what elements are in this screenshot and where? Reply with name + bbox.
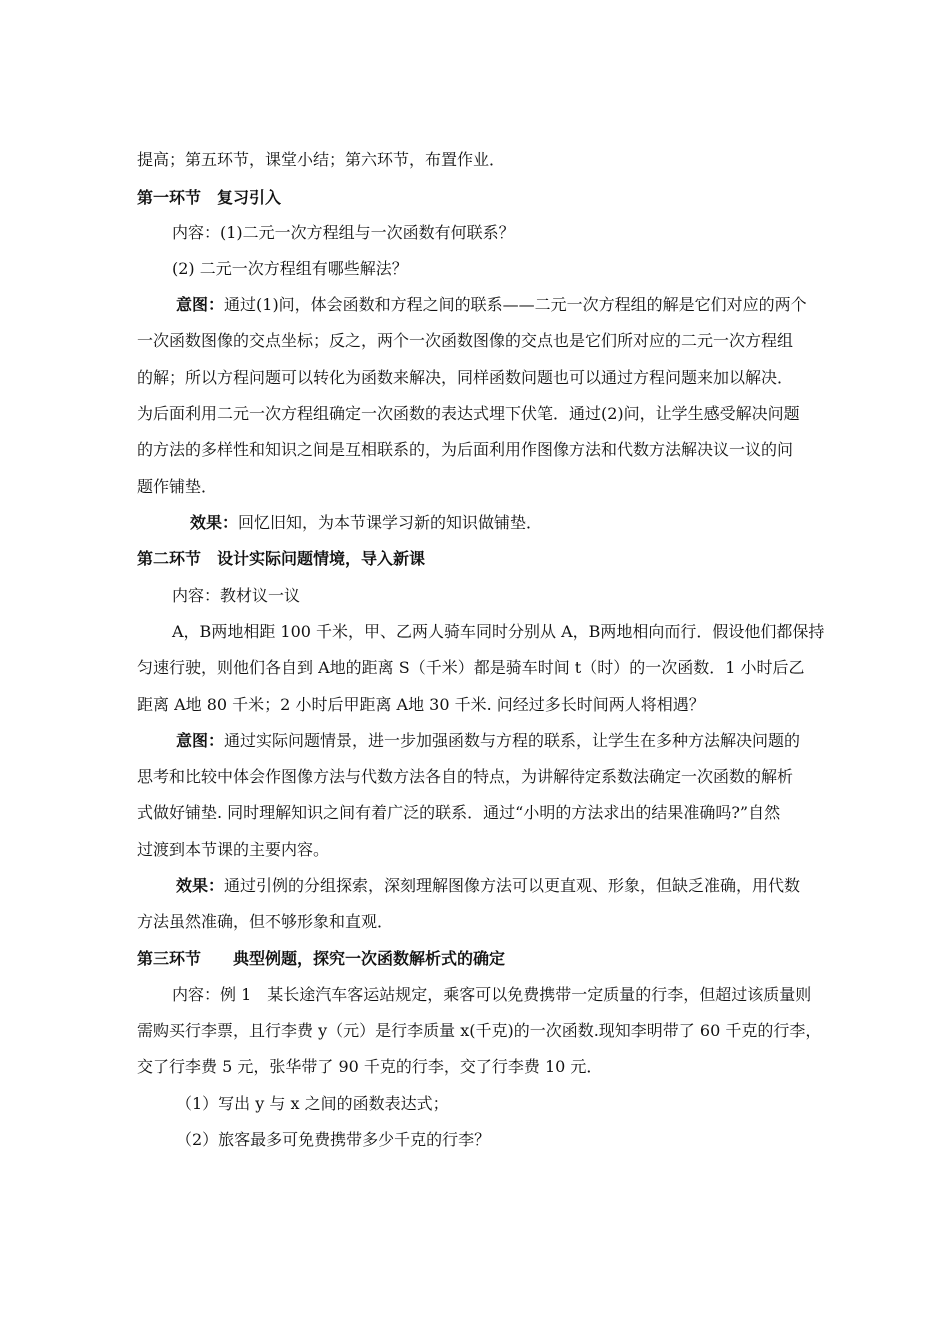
paragraph-line: 过渡到本节课的主要内容。: [137, 840, 330, 859]
effect-line: [190, 513, 542, 533]
intent-text: 通过(1)问，体会函数和方程之间的联系——二元一次方程组的解是它们对应的两个: [224, 295, 807, 314]
intent-label: 意图：: [176, 731, 225, 750]
paragraph-line: 方法虽然准确，但不够形象和直观．: [137, 912, 394, 931]
intent-line: [176, 731, 800, 751]
problem-line: 距离 A地 80 千米；2 小时后甲距离 A地 30 千米. 问经过多长时间两人将相遇？: [137, 695, 705, 714]
effect-text: 通过引例的分组探索，深刻理解图像方法可以更直观、形象，但缺乏准确，用代数: [224, 876, 801, 895]
question-line: （1）写出 y 与 x 之间的函数表达式；: [176, 1094, 449, 1113]
problem-line: A，B两地相距 100 千米，甲、乙两人骑车同时分别从 A，B两地相向而行．假设他们都保持: [172, 622, 825, 641]
intent-label: 意图：: [176, 295, 225, 314]
section-heading-1: 第一环节 复习引入: [137, 188, 282, 207]
paragraph-line: 的方法的多样性和知识之间是互相联系的，为后面利用作图像方法和代数方法解决议一议的问: [137, 440, 794, 459]
question-line: （2）旅客最多可免费携带多少千克的行李？: [176, 1130, 491, 1149]
effect-label: 效果：: [176, 876, 225, 895]
example-line: 内容：例 1 某长途汽车客运站规定，乘客可以免费携带一定质量的行李，但超过该质量则: [172, 985, 812, 1004]
section-heading-3: 第三环节 典型例题，探究一次函数解析式的确定: [137, 949, 506, 968]
paragraph-line: 式做好铺垫. 同时理解知识之间有着广泛的联系．通过“小明的方法求出的结果准确吗?”自然: [137, 803, 781, 822]
effect-text: 回忆旧知，为本节课学习新的知识做铺垫．: [238, 513, 543, 532]
paragraph-line: 一次函数图像的交点坐标；反之，两个一次函数图像的交点也是它们所对应的二元一次方程组: [137, 331, 794, 350]
section-heading-2: 第二环节 设计实际问题情境，导入新课: [137, 549, 426, 568]
example-line: 需购买行李票，且行李费 y（元）是行李质量 x(千克)的一次函数.现知李明带了 60 千克的行李，: [137, 1021, 822, 1040]
intent-line: [176, 295, 807, 315]
paragraph-line: 题作铺垫．: [137, 477, 218, 496]
problem-line: 匀速行驶，则他们各自到 A地的距离 S（千米）都是骑车时间 t（时）的一次函数．1 小时后乙: [137, 658, 805, 677]
content-line: (2) 二元一次方程组有哪些解法？: [172, 259, 408, 278]
paragraph-line: 为后面利用二元一次方程组确定一次函数的表达式埋下伏笔．通过(2)问，让学生感受解决问题: [137, 404, 800, 423]
content-line: 内容：(1)二元一次方程组与一次函数有何联系？: [172, 223, 515, 242]
paragraph-line: 提高；第五环节，课堂小结；第六环节，布置作业．: [137, 150, 506, 169]
paragraph-line: 的解；所以方程问题可以转化为函数来解决，同样函数问题也可以通过方程问题来加以解决．: [137, 368, 794, 387]
example-line: 交了行李费 5 元，张华带了 90 千克的行李，交了行李费 10 元．: [137, 1057, 603, 1076]
content-line: 内容：教材议一议: [172, 586, 301, 605]
effect-label: 效果：: [190, 513, 239, 532]
paragraph-line: 思考和比较中体会作图像方法与代数方法各自的特点，为讲解待定系数法确定一次函数的解析: [137, 767, 794, 786]
intent-text: 通过实际问题情景，进一步加强函数与方程的联系，让学生在多种方法解决问题的: [224, 731, 801, 750]
effect-line: [176, 876, 800, 896]
